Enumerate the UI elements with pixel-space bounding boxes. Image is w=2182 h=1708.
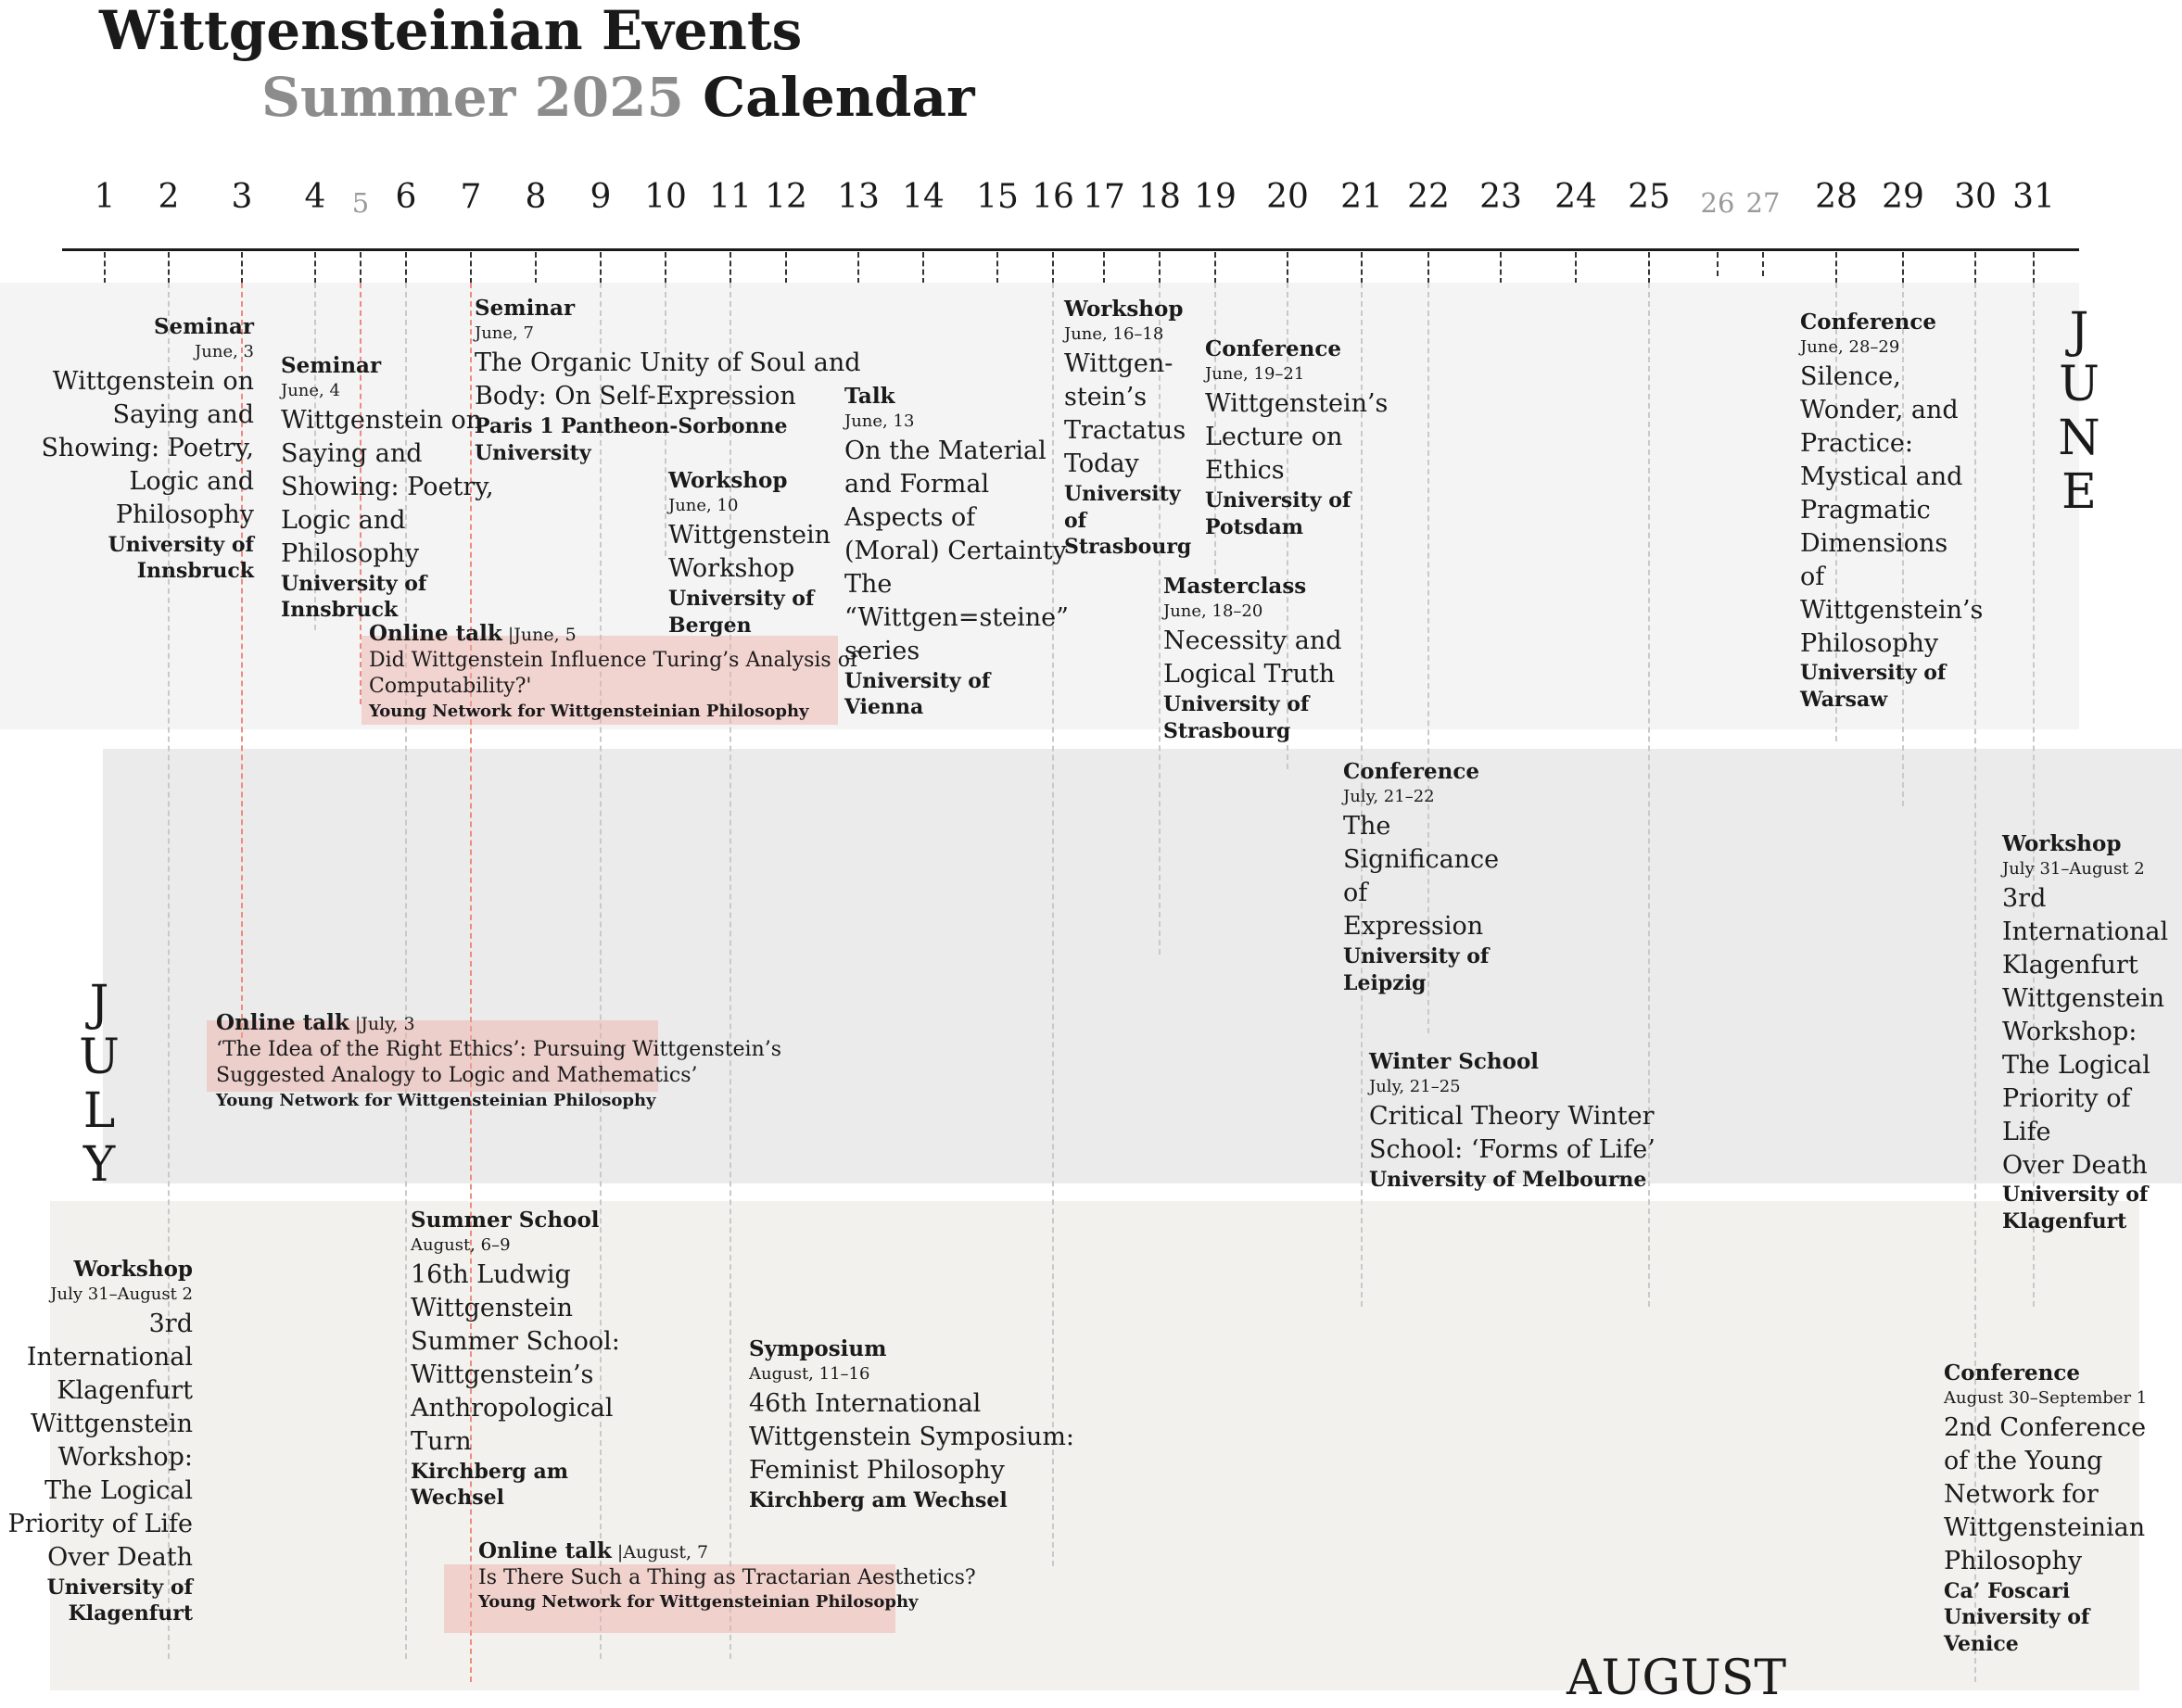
event-place-line: Klagenfurt (68, 1601, 193, 1626)
event-title-line: Wittgenstein (2002, 984, 2164, 1013)
event-title-line: Dimensions (1800, 528, 1948, 558)
day-tick (1287, 252, 1288, 284)
event-title-line: Mystical and (1800, 462, 1963, 491)
day-tick (1902, 252, 1904, 284)
day-label: 4 (304, 178, 326, 216)
event-title-line: The (844, 569, 893, 599)
event-date: July, 21–22 (1343, 786, 1435, 806)
event-title-line: Necessity and (1163, 626, 1342, 656)
event-type: Conference (1343, 759, 1480, 784)
event-date: June, 19–21 (1205, 363, 1305, 384)
event-title-line: Workshop (668, 554, 795, 584)
event-title-line: 16th Ludwig (411, 1260, 571, 1290)
event-title-line: Logic and (281, 506, 406, 535)
event-title-line: Showing: Poetry, (281, 473, 494, 502)
page-subtitle (261, 67, 975, 129)
day-label: 3 (231, 178, 253, 216)
event-type: Workshop (2002, 831, 2122, 856)
day-tick (857, 252, 859, 284)
event-place-line: University of (2002, 1183, 2149, 1208)
event-title-line: Aspects of (844, 503, 976, 533)
day-tick (104, 252, 106, 284)
august-band (50, 1201, 2139, 1690)
day-label: 10 (644, 178, 687, 216)
event-place-line: University of Melbourne (1369, 1168, 1647, 1193)
day-tick (729, 252, 731, 284)
event-type: Masterclass (1163, 574, 1307, 599)
day-tick (1575, 252, 1577, 284)
event-place-line: University of (844, 668, 991, 693)
subtitle-word: Calendar (703, 66, 975, 129)
event-place-line: University of (1800, 661, 1947, 686)
event-title-line: Klagenfurt (2002, 951, 2138, 981)
talk-type: Online talk (478, 1538, 612, 1563)
event-place-line: University of (281, 571, 427, 596)
event-title-line: Logical Truth (1163, 660, 1336, 690)
talk-type: Online talk (369, 621, 502, 646)
event-type: Summer School (411, 1208, 600, 1233)
event-workshop-july-31 (2002, 830, 2182, 1235)
event-title-line: Over Death (47, 1542, 193, 1572)
day-tick (241, 252, 243, 284)
timeline-axis (62, 248, 2079, 251)
event-conference-june-19 (1205, 335, 1388, 540)
event-date: July 31–August 2 (50, 1284, 193, 1304)
month-letter: U (79, 1030, 120, 1085)
event-workshop-aug-1 (7, 1256, 193, 1627)
event-date: June, 13 (844, 411, 915, 431)
event-seminar-june-7 (475, 295, 861, 466)
event-title-line: 3rd (148, 1309, 193, 1339)
day-label: 25 (1628, 178, 1670, 216)
day-label: 2 (158, 178, 180, 216)
talk-place: Young Network for Wittgensteinian Philosophy (369, 702, 809, 722)
day-label: 13 (837, 178, 880, 216)
page-title: Wittgensteinian Events (99, 0, 803, 62)
event-title-line: Summer School: (411, 1327, 620, 1357)
day-tick (168, 252, 170, 284)
event-winter-school-july-21 (1369, 1048, 1656, 1194)
day-label: 18 (1138, 178, 1181, 216)
event-title-line: The Logical (44, 1475, 193, 1505)
event-conference-june-28 (1800, 309, 1983, 714)
event-seminar-june-3 (41, 313, 254, 585)
event-title-line: Philosophy (281, 538, 420, 568)
july-band (103, 749, 2182, 1183)
day-label: 23 (1479, 178, 1522, 216)
event-title-line: 46th International (749, 1389, 982, 1419)
day-tick (785, 252, 787, 284)
day-label: 5 (351, 187, 370, 219)
event-title-line: Wittgenstein (411, 1294, 573, 1323)
event-type: Symposium (749, 1336, 887, 1361)
event-title-line: Turn (411, 1426, 472, 1456)
event-title-line: Practice: (1800, 429, 1913, 459)
event-place-line: Kirchberg am (411, 1459, 569, 1484)
day-tick (1159, 252, 1161, 284)
event-title-line: School: ‘Forms of Life’ (1369, 1135, 1656, 1165)
month-letter: J (89, 976, 109, 1031)
month-letter: E (2061, 464, 2097, 520)
day-label: 15 (976, 178, 1019, 216)
event-place-line: University of (1163, 692, 1310, 717)
event-place-line: Leipzig (1343, 970, 1427, 995)
day-label: 26 (1700, 187, 1735, 219)
event-date: August, 11–16 (749, 1363, 870, 1384)
event-title-line: Wittgenstein on (281, 406, 483, 436)
event-seminar-june-4 (281, 352, 494, 624)
event-date: June, 10 (668, 495, 739, 515)
event-place-line: Ca’ Foscari (1944, 1578, 2071, 1603)
talk-title-line: Is There Such a Thing as Tractarian Aesthetics? (478, 1565, 976, 1589)
day-label: 7 (460, 178, 482, 216)
day-tick (600, 252, 602, 284)
day-tick (1974, 252, 1976, 284)
month-label-august: AUGUST (1567, 1651, 1787, 1706)
event-title-line: “Wittgen=steine” (844, 602, 1069, 632)
event-title-line: Today (1064, 449, 1139, 478)
day-label: 20 (1266, 178, 1309, 216)
day-tick (1052, 252, 1054, 284)
day-tick (1717, 252, 1719, 276)
event-title-line: International (2002, 917, 2169, 947)
day-label: 24 (1554, 178, 1597, 216)
talk-place: Young Network for Wittgensteinian Philosophy (478, 1592, 919, 1613)
event-title-line: Wittgenstein’s (1800, 595, 1984, 625)
event-type: Workshop (1064, 297, 1184, 322)
event-type: Conference (1205, 336, 1342, 361)
event-title-line: of (1800, 562, 1825, 591)
event-date: June, 16–18 (1064, 323, 1164, 344)
event-type: Conference (1800, 310, 1937, 335)
day-tick (922, 252, 924, 284)
month-letter: U (2059, 357, 2100, 412)
event-title-line: Wonder, and (1800, 396, 1959, 425)
event-title-line: series (844, 636, 920, 665)
event-title-line: Wittgen- (1064, 349, 1173, 379)
event-title-line: The Organic Unity of Soul and (475, 348, 861, 378)
event-place-line: Innsbruck (136, 559, 254, 584)
event-title-line: Logic and (129, 467, 254, 496)
event-title-line: The Logical (2002, 1050, 2150, 1080)
event-place-line: Bergen (668, 613, 752, 638)
event-place-line: University of (1944, 1605, 2090, 1630)
day-label: 21 (1340, 178, 1383, 216)
day-tick (1500, 252, 1502, 284)
event-summer-school-aug-6 (411, 1207, 620, 1512)
event-place-line: University (475, 440, 591, 465)
event-title-line: Philosophy (115, 500, 254, 529)
day-label: 6 (395, 178, 417, 216)
day-label: 14 (902, 178, 945, 216)
event-title-line: of the Young (1944, 1447, 2103, 1476)
talk-title-line: ‘The Idea of the Right Ethics’: Pursuing Wittgenstein’s (216, 1037, 782, 1061)
event-title-line: (Moral) Certainty (844, 537, 1067, 565)
event-title-line: Workshop: (57, 1442, 193, 1472)
event-type: Seminar (153, 314, 254, 339)
day-label: 27 (1745, 187, 1781, 219)
day-tick (405, 252, 407, 284)
event-date: June, 28–29 (1800, 336, 1900, 357)
event-title-line: Over Death (2002, 1150, 2148, 1180)
talk-title-line: Computability?' (369, 675, 532, 699)
event-title-line: Expression (1343, 912, 1484, 941)
day-label: 30 (1954, 178, 1997, 216)
day-tick (1214, 252, 1216, 284)
event-title-line: Wittgenstein on (52, 367, 254, 397)
online-talk-july-3 (216, 1009, 781, 1111)
day-tick (996, 252, 998, 284)
day-tick (535, 252, 537, 284)
day-tick (1835, 252, 1837, 284)
event-title-line: Feminist Philosophy (749, 1456, 1005, 1486)
talk-title-line: Did Wittgenstein Influence Turing’s Analysis of (369, 648, 858, 672)
event-place-line: Venice (1944, 1632, 2019, 1656)
event-talk-june-13 (844, 383, 1069, 721)
event-title-line: of (1343, 879, 1368, 908)
day-tick (470, 252, 472, 284)
month-letter: L (82, 1083, 116, 1139)
event-title-line: Wittgensteinian (1944, 1513, 2146, 1542)
event-type: Conference (1944, 1360, 2081, 1385)
event-place-line: Innsbruck (281, 598, 399, 623)
event-title-line: 3rd (2002, 884, 2047, 914)
event-title-line: Wittgenstein (31, 1410, 193, 1438)
day-label: 28 (1815, 178, 1858, 216)
event-title-line: stein’s (1064, 383, 1148, 412)
event-place-line: University of (46, 1575, 193, 1600)
event-title-line: Pragmatic (1800, 495, 1931, 525)
event-title-line: Wittgenstein Symposium: (749, 1423, 1075, 1452)
event-title-line: Anthropological (411, 1393, 614, 1423)
event-place-line: University of (668, 587, 815, 612)
event-place-line: Strasbourg (1163, 718, 1291, 743)
event-place-line: Vienna (844, 695, 924, 720)
day-label: 11 (709, 178, 752, 216)
month-label-june (2051, 304, 2107, 519)
day-tick (1648, 252, 1650, 284)
online-talk-june-5 (369, 620, 857, 722)
event-place-line: Kirchberg am Wechsel (749, 1488, 1008, 1512)
event-symposium-aug-11 (749, 1335, 1074, 1514)
event-type: Seminar (281, 353, 382, 378)
day-tick (1361, 252, 1363, 284)
day-label: 9 (590, 178, 612, 216)
day-tick (665, 252, 666, 284)
event-title-line: Wittgenstein’s (1205, 389, 1389, 419)
event-type: Talk (844, 384, 895, 409)
event-conference-july-21 (1343, 758, 1499, 996)
event-title-line: Priority of Life (7, 1509, 193, 1538)
event-date: June, 7 (475, 323, 534, 343)
event-title-line: Saying and (112, 400, 254, 430)
day-tick (360, 252, 362, 284)
day-tick (1103, 252, 1105, 284)
event-type: Workshop (73, 1257, 193, 1282)
event-title-line: On the Material (844, 436, 1047, 466)
talk-date: |August, 7 (611, 1542, 709, 1563)
day-label: 12 (765, 178, 807, 216)
event-type: Seminar (475, 296, 576, 321)
talk-heading (216, 1009, 781, 1037)
event-title-line: Wittgenstein’s (411, 1360, 594, 1389)
talk-type: Online talk (216, 1010, 349, 1035)
event-title-line: Network for (1944, 1480, 2099, 1510)
talk-date: |June, 5 (501, 625, 577, 645)
day-tick (1762, 252, 1764, 276)
event-place-line: University (1064, 481, 1181, 506)
event-place-line: Potsdam (1205, 514, 1304, 539)
event-title-line: Saying and (281, 439, 423, 469)
month-label-july (71, 977, 127, 1192)
event-type: Winter School (1369, 1049, 1540, 1074)
event-title-line: Priority of Life (2002, 1083, 2131, 1146)
event-title-line: Tractatus (1064, 416, 1186, 446)
event-place-line: University of (1205, 488, 1351, 512)
talk-heading (369, 620, 857, 648)
event-title-line: Silence, (1800, 362, 1901, 392)
event-title-line: Lecture on (1205, 423, 1343, 452)
event-title-line: Philosophy (1800, 628, 1939, 658)
event-title-line: Body: On Self-Expression (475, 382, 796, 411)
day-tick (314, 252, 316, 284)
month-letter: N (2058, 411, 2100, 466)
talk-heading (478, 1537, 976, 1565)
event-title-line: Showing: Poetry, (41, 434, 254, 463)
day-label: 22 (1407, 178, 1450, 216)
event-masterclass-june-18 (1163, 573, 1342, 744)
event-workshop-june-10 (668, 467, 831, 639)
event-date: August, 6–9 (411, 1234, 511, 1255)
day-label: 8 (525, 178, 547, 216)
month-letter: Y (82, 1137, 116, 1193)
event-conference-aug-30 (1944, 1360, 2147, 1658)
day-tick (1427, 252, 1429, 284)
event-title-line: Workshop: (2002, 1017, 2138, 1046)
event-place-line: Klagenfurt (2002, 1209, 2127, 1234)
event-date: June, 4 (281, 380, 340, 400)
event-title-line: Ethics (1205, 456, 1285, 486)
event-date: June, 3 (195, 341, 254, 361)
day-label: 16 (1032, 178, 1074, 216)
subtitle-season: Summer 2025 (261, 66, 684, 129)
event-date: August 30–September 1 (1944, 1387, 2148, 1408)
event-title-line: Klagenfurt (57, 1376, 193, 1406)
event-title-line: Wittgenstein (668, 521, 831, 550)
month-letter: J (2069, 303, 2089, 359)
event-place-line: Wechsel (411, 1486, 505, 1511)
day-label: 29 (1882, 178, 1924, 216)
event-title-line: Critical Theory Winter (1369, 1102, 1655, 1132)
event-workshop-june-16 (1064, 296, 1191, 561)
event-date: June, 18–20 (1163, 601, 1263, 621)
event-type: Workshop (668, 468, 788, 493)
event-date: July, 21–25 (1369, 1076, 1461, 1096)
talk-title-line: Suggested Analogy to Logic and Mathematics’ (216, 1064, 698, 1088)
day-label: 31 (2012, 178, 2055, 216)
event-place-line: of (1064, 508, 1087, 533)
day-label: 17 (1083, 178, 1125, 216)
day-label: 1 (94, 178, 116, 216)
online-talk-aug-7 (478, 1537, 976, 1613)
day-tick (2033, 252, 2035, 284)
event-place-line: University of (108, 532, 254, 557)
event-date: July 31–August 2 (2002, 858, 2145, 879)
day-label: 19 (1194, 178, 1237, 216)
event-place-line: University of (1343, 943, 1490, 968)
event-place-line: Strasbourg (1064, 535, 1192, 560)
talk-date: |July, 3 (349, 1014, 415, 1034)
talk-place: Young Network for Wittgensteinian Philosophy (216, 1091, 656, 1111)
event-title-line: The (1343, 812, 1391, 841)
event-place-line: Warsaw (1800, 688, 1888, 713)
event-title-line: and Formal (844, 470, 990, 500)
event-title-line: International (26, 1343, 193, 1373)
event-title-line: Philosophy (1944, 1546, 2083, 1575)
event-title-line: Significance (1343, 845, 1500, 875)
event-title-line: 2nd Conference (1944, 1413, 2147, 1443)
event-place-line: Paris 1 Pantheon-Sorbonne (475, 414, 788, 439)
